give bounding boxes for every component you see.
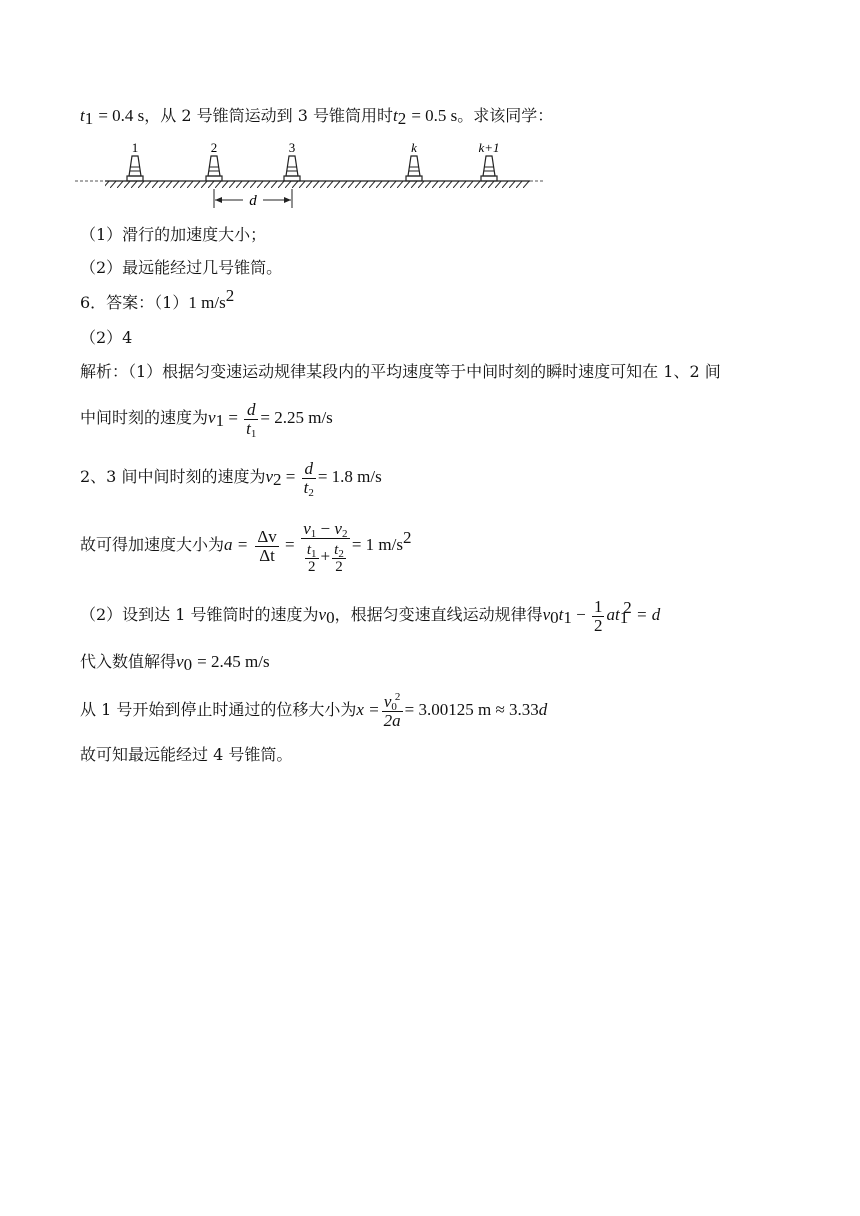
t2-subscript: 2	[397, 109, 407, 128]
den-half-t1	[305, 542, 319, 575]
solution-conclusion: 故可知最远能经过 4 号锥筒。	[80, 745, 293, 764]
v2-symbol: v	[265, 467, 273, 486]
disp-num-v0: v	[383, 692, 392, 711]
num-v2-sub: 2	[341, 527, 348, 540]
cone-2-icon	[206, 156, 222, 181]
t1-subscript: 1	[84, 109, 94, 128]
answer-1-value: 1 m/s	[188, 293, 226, 312]
cone-label-2: 2	[210, 140, 218, 155]
v2-numerator: d	[304, 459, 313, 478]
delta-v: Δv	[257, 527, 277, 546]
num-v1: v	[303, 518, 311, 538]
v2-denominator: t	[303, 478, 309, 497]
solution-part2-line	[80, 593, 660, 637]
disp-fraction	[382, 693, 403, 730]
solution-v1-line: 中间时刻的速度为$v_1$ = $\frac{d}{t_1}$ = 2.25 m/s	[80, 400, 333, 440]
den-two-b: 2	[332, 558, 346, 575]
accel-text: 故可得加速度大小为	[80, 535, 225, 554]
eq-half	[592, 598, 605, 635]
disp-result: = 3.00125 m ≈ 3.33	[404, 700, 539, 719]
v2-subscript: 2	[273, 470, 282, 489]
den-t1: t	[306, 541, 312, 558]
v1-denominator: t	[246, 419, 251, 438]
cone-k-icon	[406, 156, 422, 181]
den-half-t2	[332, 542, 346, 575]
accel-lhs: a =	[224, 535, 249, 554]
num-v2: v	[334, 518, 342, 538]
problem-intro	[80, 105, 553, 127]
delta-t: Δt	[255, 546, 278, 565]
eq-v0: v	[542, 605, 551, 624]
distance-label: d	[249, 193, 257, 209]
ground-hatch	[105, 181, 530, 188]
solution-v0-line	[80, 651, 270, 673]
num-v1-sub: 1	[310, 527, 317, 540]
cone-1-icon	[127, 156, 143, 181]
v1-subscript: 1	[215, 411, 225, 430]
disp-num-sub: 0	[391, 701, 397, 713]
v1-symbol: v	[208, 408, 216, 427]
v2-fraction	[302, 460, 316, 497]
intro-end-text: 。求该同学：	[457, 106, 554, 125]
v2-text: 2、3 间中间时刻的速度为	[80, 467, 266, 486]
part2-text: （2）设到达 1 号锥筒时的速度为	[80, 605, 319, 624]
disp-d: d	[538, 700, 548, 719]
answer-prefix: 6．答案：（1）	[80, 293, 189, 312]
eq-half-den: 2	[593, 616, 603, 635]
cone-label-1: 1	[131, 140, 139, 155]
solution-displacement-line	[80, 686, 547, 734]
eq-at1-pow: 2	[623, 598, 632, 617]
cone-figure	[75, 140, 545, 215]
disp-lhs: x =	[356, 700, 380, 719]
question-2: （2）最远能经过几号锥筒。	[80, 258, 283, 277]
eq-rhs: = d	[631, 605, 661, 624]
eq-half-num: 1	[593, 597, 603, 616]
eq-t1-sub: 1	[563, 608, 572, 627]
accel-result: = 1 m/s	[351, 535, 403, 554]
den-t2: t	[334, 541, 339, 558]
den-two-a: 2	[305, 558, 319, 575]
part2-v0: v	[318, 605, 327, 624]
disp-text: 从 1 号开始到停止时通过的位移大小为	[80, 700, 357, 719]
v2-den-subscript: 2	[308, 487, 314, 499]
t2-symbol: t	[393, 106, 398, 125]
solution-intro: 解析：（1）根据匀变速运动规律某段内的平均速度等于中间时刻的瞬时速度可知在 1、2 间	[80, 362, 721, 381]
v0-text: 代入数值解得	[80, 652, 177, 671]
part2-text-2: ，根据匀变速直线运动规律得	[334, 605, 543, 624]
answer-line-1	[80, 286, 235, 314]
eq-t1: t	[558, 605, 564, 624]
den-plus: +	[320, 545, 331, 565]
cone-label-3: 3	[288, 140, 296, 155]
cone-label-k-plus-1: k+1	[478, 140, 500, 155]
v1-den-subscript: 1	[250, 428, 257, 440]
t1-symbol: t	[80, 106, 85, 125]
accel-main-fraction	[301, 520, 350, 574]
solution-v2-line: 2、3 间中间时刻的速度为$v_2$ = $\frac{d}{t_2}$ = 1.8 m/s	[80, 459, 382, 499]
den-t2-sub: 2	[338, 547, 344, 560]
v1-fraction	[244, 401, 258, 438]
v0-subscript: 0	[183, 655, 193, 674]
question-1: （1）滑行的加速度大小；	[80, 225, 267, 244]
t1-value: = 0.4 s	[98, 106, 145, 125]
cone-k-plus-1-icon	[481, 156, 497, 181]
distance-arrowhead-right	[284, 197, 291, 203]
cone-label-k: k	[411, 140, 417, 155]
v0-symbol: v	[176, 652, 184, 671]
accel-result-power: 2	[402, 528, 412, 547]
part2-v0-sub: 0	[326, 608, 335, 627]
v1-text: 中间时刻的速度为	[80, 408, 209, 427]
v0-result: = 2.45 m/s	[197, 652, 270, 671]
eq-minus: −	[571, 605, 590, 624]
distance-arrowhead-left	[215, 197, 222, 203]
eq-at1-sub: 1	[619, 608, 629, 627]
cone-3-icon	[284, 156, 300, 181]
v2-result: = 1.8 m/s	[317, 467, 382, 486]
den-t1-sub: 1	[311, 547, 317, 560]
solution-accel-line: 故可得加速度大小为a = $\frac{\Delta v}{\Delta t}$ = $v_1 - v_2$ $\frac{t_1}{2}$ + $\frac{t_2}{2}$ = 1 $m/s^2$	[80, 518, 412, 575]
answer-line-2: （2）4	[80, 328, 133, 347]
disp-num-pow: 2	[394, 691, 401, 703]
disp-den: 2a	[383, 711, 401, 730]
eq-at1: at	[606, 605, 620, 624]
intro-middle-text: ，从 2 号锥筒运动到 3 号锥筒用时	[144, 106, 393, 125]
v1-result: = 2.25 m/s	[260, 408, 333, 427]
v1-numerator: d	[247, 400, 256, 419]
num-minus: −	[316, 518, 335, 538]
accel-delta-fraction	[255, 528, 278, 565]
eq-v0-sub: 0	[550, 608, 559, 627]
t2-value: = 0.5 s	[411, 106, 458, 125]
answer-1-power: 2	[225, 286, 235, 305]
